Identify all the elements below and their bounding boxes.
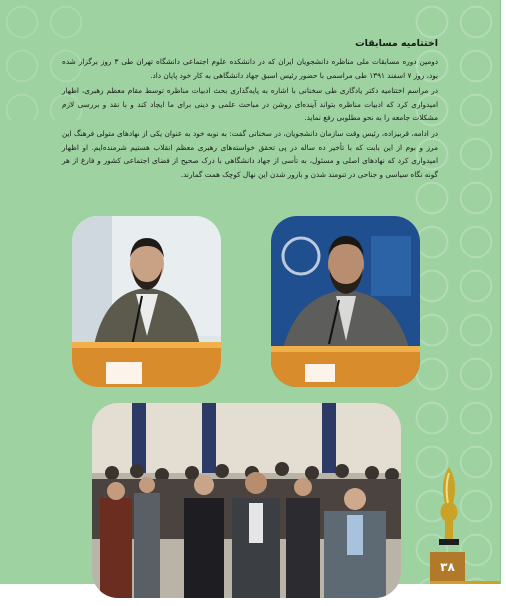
article-paragraph: در مراسم اختتامیه دکتر یادگاری طی سخنانی با اشاره به پایه‌گذاری بحث ادبیات مناظره توسط مقام معظم رهبری، اظهار امیدواری کرد که ادبیات مناظره بتواند آینده‌ای روشن در مباحث علمی و دینی برای ما ایجاد کند و با نقد و بررسی لازم مشکلات جامعه را به نحو مطلوبی رفع نماید. bbox=[62, 86, 438, 123]
article-paragraph: در ادامه، قربیزاده، رئیس وقت سازمان دانشجویان، در سخنانی گفت: به نوبه خود به عنوان یکی از نهادهای متولی فرهنگ این مرز و بوم از این بابت که با تأخیر ده ساله در پی تحقق خواسته‌های رهبری معظم انقلاب هستیم شرمنده‌ایم. او اظهار امیدواری کرد که نهادهای اصلی و مسئول، به تأسی از جهاد دانشگاهی با درک صحیح از فضای اجتماعی کشور و فارغ از هر گونه نگاه سیاسی و جناحی در تنومند شدن و بارور شدن این نهال کوچک همت گمارند. bbox=[62, 128, 438, 179]
ceremony-crowd-photo bbox=[92, 403, 401, 598]
speaker-photo-left bbox=[72, 216, 221, 387]
speaker-photo-right bbox=[271, 216, 420, 387]
article-paragraph: دومین دوره مسابقات ملی مناظره دانشجویان ایران که در دانشکده علوم اجتماعی دانشگاه تهران طی ۳ روز برگزار شده بود، روز ۷ اسفند ۱۳۹۱ طی مراسمی با حضور رئیس اسبق جهاد دانشگاهی به کار خود پایان داد. bbox=[62, 57, 438, 80]
article bbox=[62, 38, 438, 183]
article-heading: اختتامیه مسابقات bbox=[355, 38, 438, 49]
footer-bar bbox=[430, 581, 500, 584]
trophy-icon bbox=[433, 463, 465, 553]
page-number: ۳۸ bbox=[430, 552, 465, 582]
